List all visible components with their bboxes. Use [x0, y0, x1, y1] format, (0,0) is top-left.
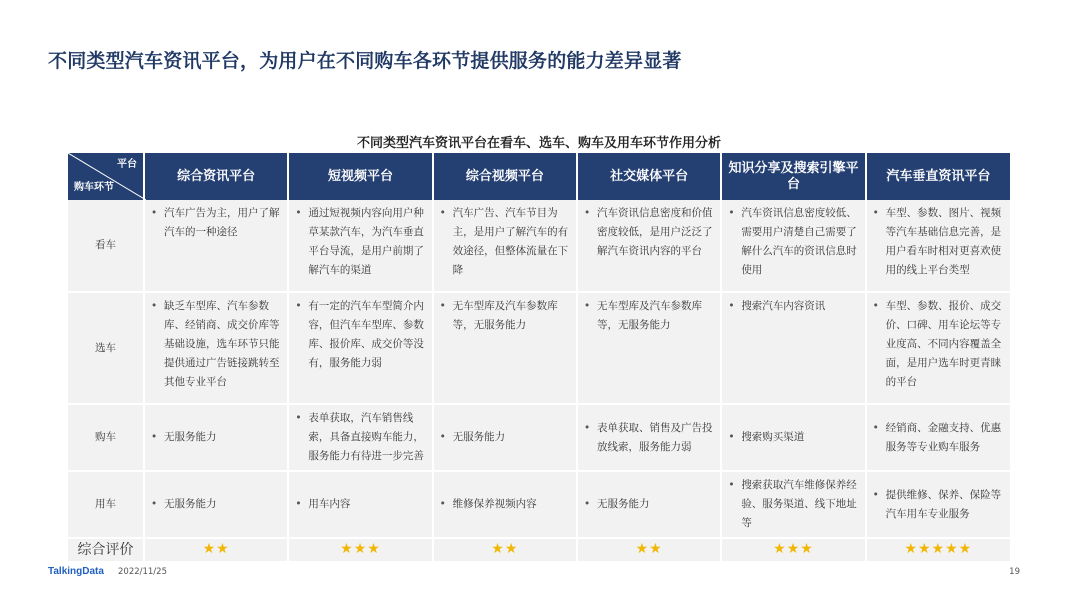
star-rating: ★★: [635, 541, 663, 557]
star-rating: ★★: [202, 541, 230, 557]
cell-text: • 通过短视频内容向用户种草某款汽车，为汽车垂直平台导流，是用户前期了解汽车的渠道: [295, 204, 425, 280]
cell-text: • 车型、参数、图片、视频等汽车基础信息完善，是用户看车时相对更喜欢使用的线上平台类型: [873, 204, 1004, 280]
cell-text: • 搜索汽车内容资讯: [728, 297, 858, 316]
table-row: [68, 292, 1010, 404]
rating-row-header: 综合评价: [68, 538, 144, 562]
page-title: 不同类型汽车资讯平台，为用户在不同购车各环节提供服务的能力差异显著: [48, 50, 682, 72]
cell-text: • 汽车广告、汽车节目为主，是用户了解汽车的有效途径，但整体流量在下降: [440, 204, 570, 280]
cell-text: • 提供维修、保养、保险等汽车用车专业服务: [873, 486, 1004, 524]
footer-date: 2022/11/25: [118, 567, 167, 577]
cell-text: • 搜索获取汽车维修保养经验、服务渠道、线下地址等: [728, 476, 858, 533]
table-title: 不同类型汽车资讯平台在看车、选车、购车及用车环节作用分析: [356, 136, 721, 151]
table-row: [68, 404, 1010, 471]
cell-text: • 无服务能力: [584, 495, 714, 514]
cell-text: • 经销商、金融支持、优惠服务等专业购车服务: [873, 419, 1004, 457]
table-header-row: [68, 153, 1010, 200]
comparison-table: [68, 153, 1010, 563]
column-header: 综合资讯平台: [144, 153, 288, 200]
cell-text: • 维修保养视频内容: [440, 495, 570, 514]
row-header: 选车: [68, 292, 144, 404]
star-rating: ★★★★★: [904, 541, 973, 557]
row-header: 用车: [68, 471, 144, 538]
cell-text: • 表单获取，汽车销售线索，具备直接购车能力，服务能力有待进一步完善: [295, 409, 425, 466]
corner-label-stage: 购车环节: [74, 182, 114, 193]
row-header: 购车: [68, 404, 144, 471]
cell-text: • 表单获取、销售及广告投放线索，服务能力弱: [584, 419, 714, 457]
star-rating: ★★★: [773, 541, 814, 557]
column-header: 社交媒体平台: [577, 153, 721, 200]
column-header: 综合视频平台: [433, 153, 577, 200]
cell-text: • 缺乏车型库、汽车参数库、经销商、成交价库等基础设施，选车环节只能提供通过广告链接跳转至其他专业平台: [151, 297, 281, 392]
column-header: 汽车垂直资讯平台: [866, 153, 1010, 200]
table-row: [68, 471, 1010, 538]
talkingdata-logo: TalkingData: [48, 566, 104, 577]
star-rating: ★★★: [340, 541, 381, 557]
cell-text: • 无服务能力: [440, 428, 570, 447]
cell-text: • 汽车广告为主，用户了解汽车的一种途径: [151, 204, 281, 242]
table-row: [68, 200, 1010, 292]
cell-text: • 搜索购买渠道: [728, 428, 858, 447]
cell-text: • 无服务能力: [151, 495, 281, 514]
star-rating: ★★: [491, 541, 519, 557]
cell-text: • 汽车资讯信息密度和价值密度较低，是用户泛泛了解汽车资讯内容的平台: [584, 204, 714, 261]
corner-label-platform: 平台: [117, 159, 137, 170]
cell-text: • 用车内容: [295, 495, 425, 514]
row-header: 看车: [68, 200, 144, 292]
cell-text: • 无服务能力: [151, 428, 281, 447]
column-header: 知识分享及搜索引擎平台: [721, 153, 865, 200]
corner-header: [68, 153, 144, 200]
cell-text: • 无车型库及汽车参数库等，无服务能力: [440, 297, 570, 335]
cell-text: • 有一定的汽车车型简介内容，但汽车车型库、参数库、报价库、成交价等没有，服务能力弱: [295, 297, 425, 373]
column-header: 短视频平台: [288, 153, 432, 200]
page-number: 19: [1009, 567, 1020, 577]
cell-text: • 汽车资讯信息密度较低、需要用户清楚自己需要了解什么汽车的资讯信息时使用: [728, 204, 858, 280]
rating-row: [68, 538, 1010, 562]
cell-text: • 车型、参数、报价、成交价、口碑、用车论坛等专业度高、不同内容覆盖全面，是用户选车时更青睐的平台: [873, 297, 1004, 392]
cell-text: • 无车型库及汽车参数库等，无服务能力: [584, 297, 714, 335]
